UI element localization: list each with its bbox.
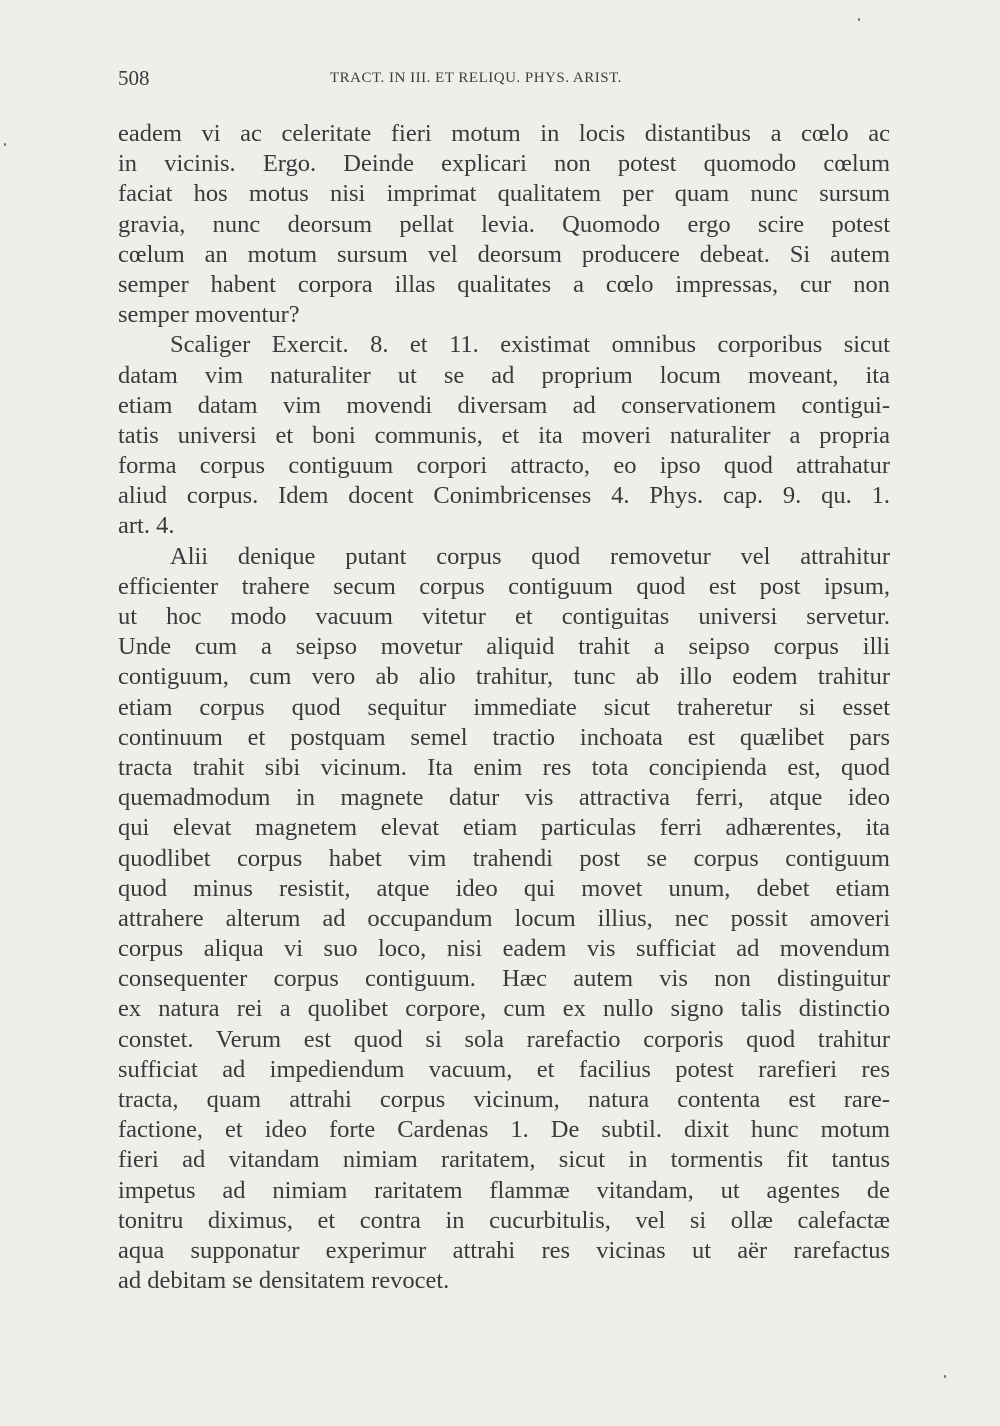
text-line: cœlum an motum sursum vel deorsum producere debeat. Si autem <box>118 240 890 268</box>
running-title: TRACT. IN III. ET RELIQU. PHYS. ARIST. <box>330 70 622 86</box>
text-line: consequenter corpus contiguum. Hæc autem vis non distinguitur <box>118 965 890 993</box>
text-line: semper moventur? <box>118 301 300 329</box>
text-line: contiguum, cum vero ab alio trahitur, tunc ab illo eodem trahitur <box>118 663 890 691</box>
text-line: corpus aliqua vi suo loco, nisi eadem vis sufficiat ad movendum <box>118 935 890 963</box>
text-line: Unde cum a seipso movetur aliquid trahit a seipso corpus illi <box>118 633 890 661</box>
page-number: 508 <box>118 66 150 90</box>
text-line: constet. Verum est quod si sola rarefactio corporis quod trahitur <box>118 1025 890 1053</box>
text-line: efficienter trahere secum corpus contiguum quod est post ipsum, <box>118 572 890 600</box>
text-line: quodlibet corpus habet vim trahendi post se corpus contiguum <box>118 844 890 872</box>
scan-speck <box>858 18 860 21</box>
text-line: Scaliger Exercit. 8. et 11. existimat omnibus corporibus sicut <box>170 331 890 359</box>
text-line: attrahere alterum ad occupandum locum illius, nec possit amoveri <box>118 904 890 932</box>
text-line: sufficiat ad impediendum vacuum, et facilius potest rarefieri res <box>118 1055 890 1083</box>
text-line: aliud corpus. Idem docent Conimbricenses 4. Phys. cap. 9. qu. 1. <box>118 482 890 510</box>
text-line: in vicinis. Ergo. Deinde explicari non potest quomodo cœlum <box>118 150 890 178</box>
text-line: tonitru diximus, et contra in cucurbitulis, vel si ollæ calefactæ <box>118 1206 890 1234</box>
scan-speck <box>4 143 6 146</box>
body-text <box>118 119 890 1296</box>
text-line: ad debitam se densitatem revocet. <box>118 1267 450 1295</box>
text-line: Alii denique putant corpus quod removetur vel attrahitur <box>170 542 890 570</box>
text-line: quemadmodum in magnete datur vis attractiva ferri, atque ideo <box>118 784 890 812</box>
text-line: gravia, nunc deorsum pellat levia. Quomodo ergo scire potest <box>118 210 890 238</box>
text-line: fieri ad vitandam nimiam raritatem, sicut in tormentis fit tantus <box>118 1146 890 1174</box>
text-line: datam vim naturaliter ut se ad proprium locum moveant, ita <box>118 361 890 389</box>
text-line: etiam datam vim movendi diversam ad conservationem contigui- <box>118 391 890 419</box>
text-line: etiam corpus quod sequitur immediate sicut traheretur si esset <box>118 693 890 721</box>
paragraph <box>118 119 890 330</box>
text-line: continuum et postquam semel tractio inchoata est quælibet pars <box>118 723 890 751</box>
text-line: quod minus resistit, atque ideo qui movet unum, debet etiam <box>118 874 890 902</box>
scan-speck <box>944 1375 946 1378</box>
text-line: semper habent corpora illas qualitates a cœlo impressas, cur non <box>118 270 890 298</box>
text-line: aqua supponatur experimur attrahi res vicinas ut aër rarefactus <box>118 1236 890 1264</box>
text-line: forma corpus contiguum corpori attracto, eo ipso quod attrahatur <box>118 452 890 480</box>
text-line: faciat hos motus nisi imprimat qualitatem per quam nunc sursum <box>118 180 890 208</box>
text-line: tatis universi et boni communis, et ita moveri naturaliter a propria <box>118 421 890 449</box>
text-line: eadem vi ac celeritate fieri motum in locis distantibus a cœlo ac <box>118 120 890 147</box>
text-line: impetus ad nimiam raritatem flammæ vitandam, ut agentes de <box>118 1176 890 1204</box>
paragraph <box>118 330 890 541</box>
page-header <box>118 66 890 96</box>
text-line: art. 4. <box>118 512 175 540</box>
text-line: ex natura rei a quolibet corpore, cum ex nullo signo talis distinctio <box>118 995 890 1023</box>
text-line: ut hoc modo vacuum vitetur et contiguitas universi servetur. <box>118 603 890 630</box>
text-line: factione, et ideo forte Cardenas 1. De subtil. dixit hunc motum <box>118 1116 890 1144</box>
text-line: tracta trahit sibi vicinum. Ita enim res tota concipienda est, quod <box>118 753 890 781</box>
text-line: qui elevat magnetem elevat etiam particulas ferri adhærentes, ita <box>118 814 890 842</box>
text-line: tracta, quam attrahi corpus vicinum, natura contenta est rare- <box>118 1086 890 1113</box>
paragraph <box>118 542 890 1297</box>
